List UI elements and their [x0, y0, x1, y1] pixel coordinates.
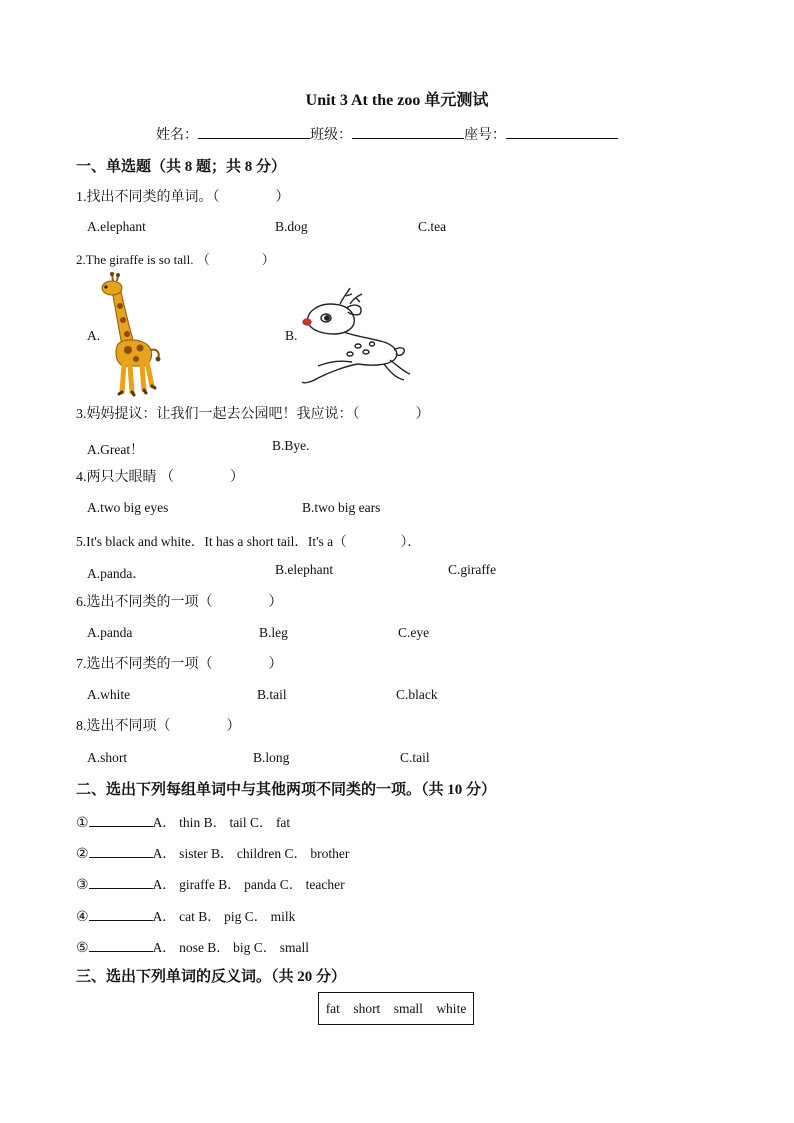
answer-blank[interactable] [89, 843, 153, 858]
q1-option-c[interactable]: C.tea [418, 219, 447, 234]
question-1-stem: 1.找出不同类的单词。（ ） [76, 190, 290, 205]
q5-option-a[interactable]: A.panda． [87, 566, 146, 581]
question-8-stem: 8.选出不同项（ ） [76, 719, 241, 734]
section2-item-5 [76, 936, 309, 957]
class-label: 班级： [310, 128, 352, 143]
student-info-line [156, 124, 618, 144]
seat-blank[interactable] [506, 124, 618, 139]
q2-option-b[interactable]: B. [285, 328, 298, 343]
page-title: Unit 3 At the zoo 单元测试 [305, 92, 489, 109]
item-options: A． giraffe B． panda C． teacher [152, 877, 345, 892]
q8-option-a[interactable]: A.short [87, 750, 128, 765]
q3-option-b[interactable]: B.Bye. [272, 438, 310, 453]
answer-blank[interactable] [89, 906, 153, 921]
q8-option-b[interactable]: B.long [253, 750, 290, 765]
section3-heading: 三、选出下列单词的反义词。（共 20 分） [76, 969, 347, 985]
item-number: ④ [76, 910, 89, 925]
answer-blank[interactable] [89, 812, 153, 827]
q7-option-b[interactable]: B.tail [257, 687, 287, 702]
giraffe-illustration [98, 272, 166, 403]
q8-option-c[interactable]: C.tail [400, 750, 430, 765]
question-7-stem: 7.选出不同类的一项（ ） [76, 657, 283, 672]
section2-item-4 [76, 905, 295, 926]
q7-option-a[interactable]: A.white [87, 687, 131, 702]
answer-blank[interactable] [89, 937, 153, 952]
word-bank-box [318, 992, 474, 1025]
section2-heading: 二、选出下列每组单词中与其他两项不同类的一项。（共 10 分） [76, 782, 497, 798]
section2-item-3 [76, 873, 345, 894]
class-blank[interactable] [352, 124, 464, 139]
q6-option-b[interactable]: B.leg [259, 625, 288, 640]
q2-option-a[interactable]: A. [87, 328, 101, 343]
item-options: A． cat B． pig C． milk [152, 909, 296, 924]
q5-option-b[interactable]: B.elephant [275, 562, 334, 577]
question-6-stem: 6.选出不同类的一项（ ） [76, 595, 283, 610]
q6-option-c[interactable]: C.eye [398, 625, 430, 640]
item-number: ③ [76, 878, 89, 893]
word-bank-word: small [393, 1000, 423, 1016]
question-2-stem: 2.The giraffe is so tall. （ ） [76, 252, 275, 267]
word-bank-word: fat [325, 1000, 340, 1016]
section1-heading: 一、单选题（共 8 题；共 8 分） [76, 159, 287, 175]
item-options: A． thin B． tail C． fat [152, 815, 291, 830]
item-number: ② [76, 847, 89, 862]
question-3-stem: 3.妈妈提议：让我们一起去公园吧！我应说：（ ） [76, 407, 430, 422]
item-options: A． nose B． big C． small [152, 940, 309, 955]
q3-option-a[interactable]: A.Great！ [87, 442, 144, 457]
q5-option-c[interactable]: C.giraffe [448, 562, 497, 577]
item-number: ⑤ [76, 941, 89, 956]
word-bank-word: white [436, 1000, 467, 1016]
name-label: 姓名： [156, 128, 198, 143]
q7-option-c[interactable]: C.black [396, 687, 438, 702]
item-options: A． sister B． children C． brother [152, 846, 350, 861]
name-blank[interactable] [198, 124, 310, 139]
section2-item-2 [76, 842, 349, 863]
q4-option-b[interactable]: B.two big ears [302, 500, 381, 515]
item-number: ① [76, 816, 89, 831]
q4-option-a[interactable]: A.two big eyes [87, 500, 169, 515]
q1-option-b[interactable]: B.dog [275, 219, 308, 234]
q1-option-a[interactable]: A.elephant [87, 219, 146, 234]
deer-illustration [300, 286, 412, 395]
word-bank-word: short [353, 1000, 381, 1016]
question-4-stem: 4.两只大眼睛 （ ） [76, 470, 244, 485]
question-5-stem: 5.It's black and white．It has a short tail．It's a（ ）． [76, 534, 421, 549]
section2-item-1 [76, 811, 290, 832]
q6-option-a[interactable]: A.panda [87, 625, 133, 640]
seat-label: 座号： [464, 128, 506, 143]
answer-blank[interactable] [89, 874, 153, 889]
